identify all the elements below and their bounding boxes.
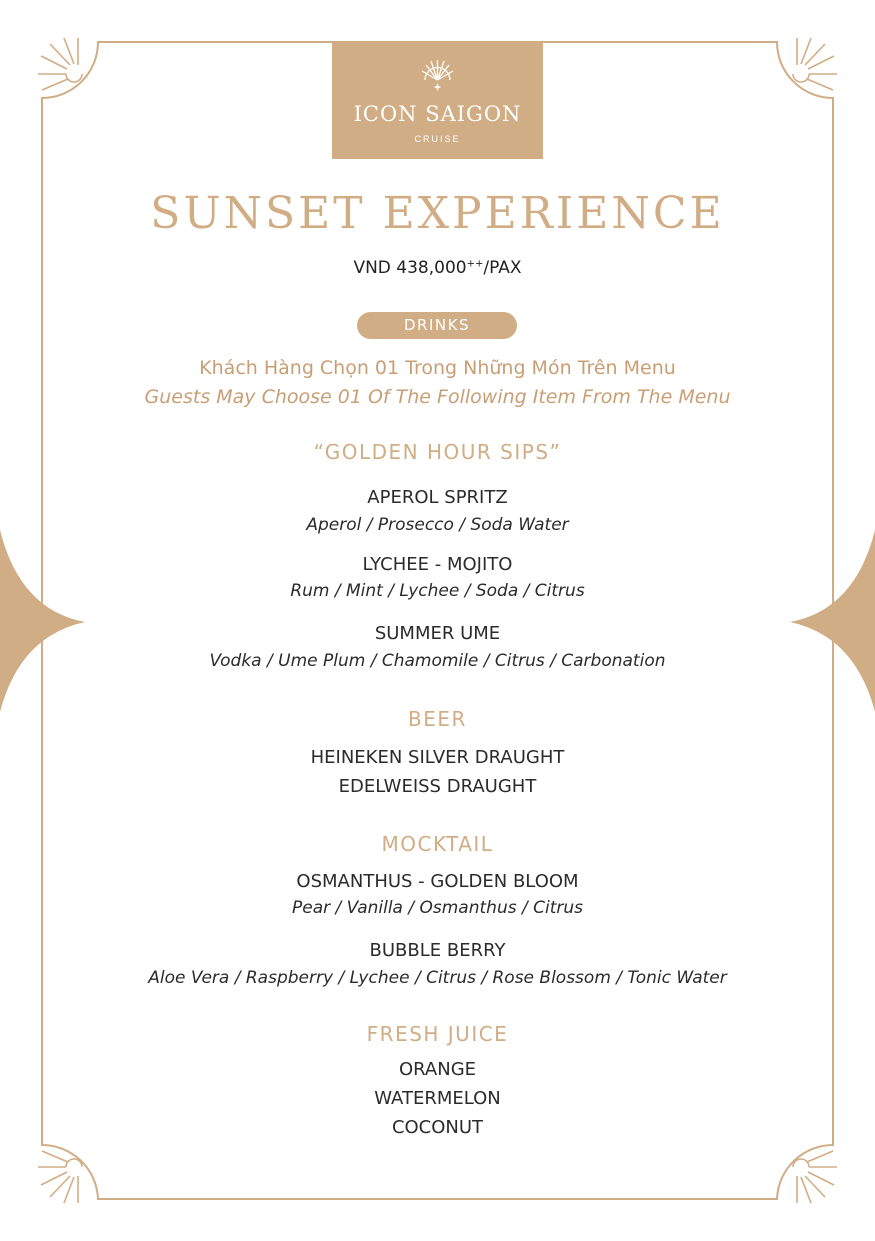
menu-title: SUNSET EXPERIENCE — [150, 188, 725, 239]
drink-description: Vodka / Ume Plum / Chamomile / Citrus / Carbonation — [209, 651, 666, 671]
drink-name: EDELWEISS DRAUGHT — [338, 776, 537, 797]
note-english: Guests May Choose 01 Of The Following Item From The Menu — [144, 386, 731, 408]
sunburst-logo-icon — [417, 56, 458, 92]
drink-description: Aloe Vera / Raspberry / Lychee / Citrus / Rose Blossom / Tonic Water — [148, 968, 727, 988]
logo-subtitle: CRUISE — [414, 134, 461, 144]
corner-sunburst-icon — [793, 1151, 837, 1203]
price: VND 438,000++/PAX — [353, 258, 522, 278]
drink-description: Pear / Vanilla / Osmanthus / Citrus — [292, 898, 583, 918]
drink-name: ORANGE — [398, 1059, 477, 1080]
note-vietnamese: Khách Hàng Chọn 01 Trong Những Món Trên Menu — [199, 357, 676, 379]
drink-name: BUBBLE BERRY — [369, 940, 506, 961]
drink-name: OSMANTHUS - GOLDEN BLOOM — [296, 871, 579, 892]
drink-name: WATERMELON — [374, 1088, 501, 1109]
section-title-fresh-juice: FRESH JUICE — [366, 1022, 509, 1046]
drink-name: APEROL SPRITZ — [367, 487, 508, 508]
corner-sunburst-icon — [38, 38, 82, 90]
drinks-badge: DRINKS — [357, 312, 517, 339]
corner-sunburst-icon — [793, 38, 837, 90]
logo — [332, 42, 543, 159]
drink-name: SUMMER UME — [374, 623, 501, 644]
drink-name: LYCHEE - MOJITO — [362, 554, 513, 575]
section-title-beer: BEER — [408, 707, 467, 731]
section-title-golden-hour-sips: “GOLDEN HOUR SIPS” — [313, 440, 562, 464]
logo-name: ICON SAIGON — [353, 102, 522, 126]
section-title-mocktail: MOCKTAIL — [381, 832, 494, 856]
corner-sunburst-icon — [38, 1151, 82, 1203]
drink-description: Rum / Mint / Lychee / Soda / Citrus — [290, 581, 585, 601]
drink-description: Aperol / Prosecco / Soda Water — [306, 515, 569, 535]
drink-name: COCONUT — [391, 1117, 484, 1138]
price-superscript: ++ — [466, 258, 484, 270]
drink-name: HEINEKEN SILVER DRAUGHT — [310, 747, 565, 768]
